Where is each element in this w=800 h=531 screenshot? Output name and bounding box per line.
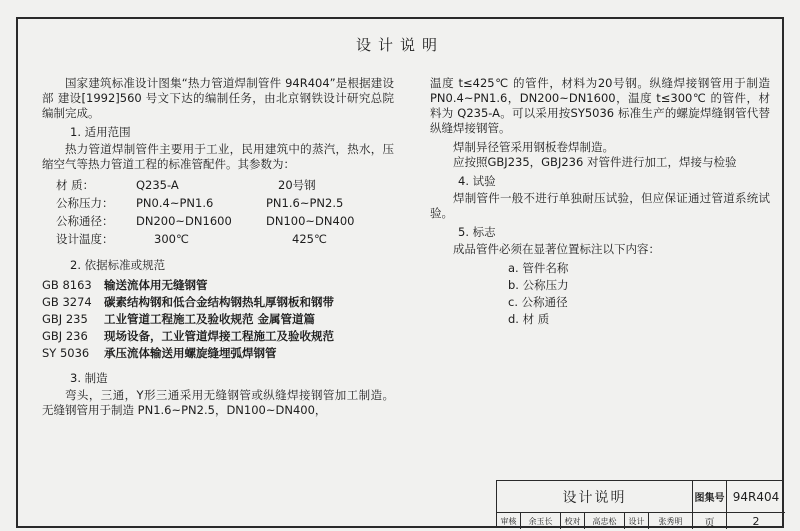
spec-row	[56, 232, 394, 250]
welding-note: 应按照GBJ235，GBJ236 对管件进行加工，焊接与检验	[453, 155, 737, 169]
standard-item	[42, 329, 394, 346]
standard-code: GB 3274	[42, 295, 92, 309]
spec-value-a: Q235-A	[136, 178, 179, 192]
standard-desc: 工业管道工程施工及验收规范 金属管道篇	[104, 312, 316, 326]
standard-desc: 承压流体输送用螺旋缝埋弧焊钢管	[104, 346, 277, 360]
section-4-text: 焊制管件一般不进行单独耐压试验，但应保证通过管道系统试验。	[430, 191, 770, 220]
spec-value-a: DN200~DN1600	[136, 214, 232, 228]
spec-row	[56, 196, 394, 214]
section-3-text: 弯头，三通，Y形三通采用无缝钢管或纵缝焊接钢管加工制造。无缝钢管用于制造 PN1.6~PN2.5，DN100~DN400，	[42, 388, 394, 417]
title-block	[496, 480, 784, 528]
standard-item	[42, 312, 394, 329]
standard-item	[42, 278, 394, 295]
check-signature: 高忠松	[585, 513, 625, 529]
review-label: 审核	[497, 513, 521, 529]
standard-desc: 输送流体用无缝钢管	[104, 278, 208, 292]
page-number: 2	[752, 514, 760, 528]
standard-item	[42, 295, 394, 312]
standard-desc: 碳素结构钢和低合金结构钢热轧厚钢板和钢带	[104, 295, 334, 309]
spec-value-a: 300℃	[154, 232, 189, 246]
section-4-heading: 4. 试验	[458, 174, 496, 188]
spec-row	[56, 214, 394, 232]
intro-paragraph: 国家建筑标准设计图集“热力管道焊制管件 94R404”是根据建设部 建设[1992]560 号文下达的编制任务，由北京钢铁设计研究总院编制完成。	[42, 76, 394, 120]
title-block-name: 设计说明	[497, 481, 693, 513]
spec-label: 公称压力：	[56, 196, 114, 210]
spec-label: 材 质：	[56, 178, 95, 192]
spec-value-a: PN0.4~PN1.6	[136, 196, 214, 210]
left-column	[42, 76, 394, 422]
design-label: 设计	[625, 513, 649, 529]
right-column	[430, 76, 770, 329]
marking-list	[508, 261, 770, 329]
section-5-heading: 5. 标志	[458, 225, 496, 239]
design-signature: 张秀明	[649, 513, 693, 529]
section-3-heading: 3. 制造	[70, 371, 108, 385]
standard-desc: 现场设备，工业管道焊接工程施工及验收规范	[104, 329, 334, 343]
standards-list	[42, 278, 394, 363]
spec-value-b: 425℃	[292, 232, 327, 246]
manufacture-continued: 温度 t≤425℃ 的管件，材料为20号钢。纵缝焊接钢管用于制造 PN0.4~PN1.6，DN200~DN1600，温度 t≤300℃ 的管件，材料为 Q235-A。可以采用按SY5036 标准生产的螺旋焊缝钢管代替纵缝焊接钢管。	[430, 76, 770, 135]
marking-item: d. 材 质	[508, 312, 550, 326]
atlas-number-label: 图集号	[693, 481, 727, 513]
spec-value-b: PN1.6~PN2.5	[266, 196, 344, 210]
check-label: 校对	[561, 513, 585, 529]
spec-value-b: DN100~DN400	[266, 214, 355, 228]
section-2-heading: 2. 依据标准或规范	[70, 258, 166, 272]
standard-code: GB 8163	[42, 278, 92, 292]
spec-table	[56, 178, 394, 250]
spec-value-b: 20号钢	[278, 178, 316, 192]
section-1-heading: 1. 适用范围	[70, 125, 131, 139]
marking-item: a. 管件名称	[508, 261, 569, 275]
section-5-text: 成品管件必须在显著位置标注以下内容：	[453, 242, 660, 256]
standard-code: SY 5036	[42, 346, 90, 360]
atlas-number: 94R404	[727, 481, 785, 513]
page-title: 设计说明	[355, 36, 444, 54]
standard-item	[42, 346, 394, 363]
section-1-text: 热力管道焊制管件主要用于工业，民用建筑中的蒸汽，热水，压缩空气等热力管道工程的标准管配件。其参数为：	[42, 142, 394, 171]
standard-code: GBJ 235	[42, 312, 88, 326]
marking-item: c. 公称通径	[508, 295, 568, 309]
spec-label: 设计温度：	[56, 232, 114, 246]
reducer-note: 焊制异径管采用钢板卷焊制造。	[453, 140, 614, 154]
marking-item: b. 公称压力	[508, 278, 569, 292]
standard-code: GBJ 236	[42, 329, 88, 343]
review-signature: 余玉长	[521, 513, 561, 529]
page-label: 页	[693, 513, 727, 529]
spec-label: 公称通径：	[56, 214, 114, 228]
spec-row	[56, 178, 394, 196]
